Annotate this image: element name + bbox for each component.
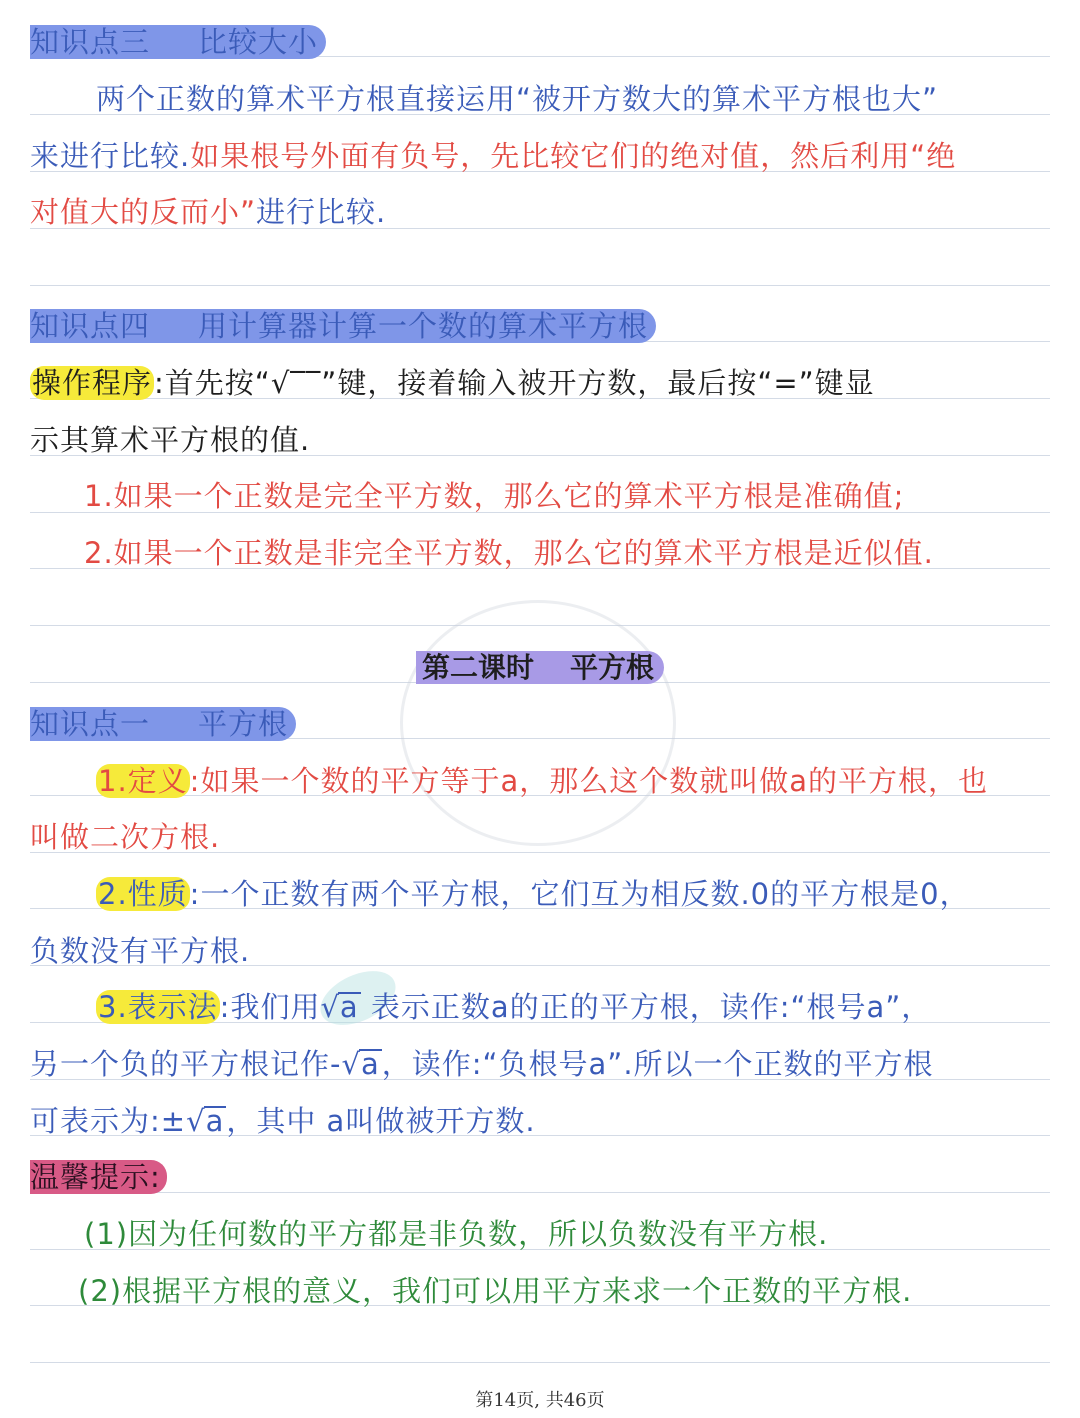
property-label: 2.性质 xyxy=(98,877,188,911)
radicand-a: a xyxy=(339,990,359,1024)
section1-heading-highlight xyxy=(30,707,296,741)
tip-heading xyxy=(30,1157,167,1197)
notation3-text-a: 可表示为:±√ xyxy=(30,1104,206,1138)
radicand-a: a xyxy=(360,1047,380,1081)
lesson2-title-b: 平方根 xyxy=(570,651,655,684)
lesson2-title-highlight xyxy=(416,651,664,684)
section4-op-line xyxy=(30,363,875,403)
notation-text-a: :我们用√ xyxy=(219,990,340,1024)
property-line xyxy=(96,874,970,914)
op-text-b: ”键，接着输入被开方数，最后按“=”键显 xyxy=(321,366,875,400)
section4-heading xyxy=(30,306,656,346)
property-line2: 负数没有平方根. xyxy=(30,934,251,968)
section3-line3-blue: 进行比较. xyxy=(256,195,387,229)
radicand-a: a xyxy=(205,1104,225,1138)
section3-line2 xyxy=(30,136,956,176)
section4-heading-label: 知识点四 xyxy=(30,309,151,343)
section4-heading-title: 用计算器计算一个数的算术平方根 xyxy=(198,309,649,343)
ruled-line xyxy=(30,1192,1050,1193)
section3-heading-highlight xyxy=(30,25,326,59)
notation-line xyxy=(96,987,931,1027)
tip-item1: (1)因为任何数的平方都是非负数，所以负数没有平方根. xyxy=(84,1217,829,1251)
page-footer: 第14页, 共46页 xyxy=(475,1390,605,1411)
notation3-text-b: ，其中 a叫做被开方数. xyxy=(226,1104,536,1138)
section1-heading xyxy=(30,704,296,744)
lesson2-title-a: 第二课时 xyxy=(421,651,534,684)
op-label: 操作程序 xyxy=(32,366,153,400)
tip-label: 温馨提示: xyxy=(30,1160,167,1194)
notation2-text-a: 另一个负的平方根记作-√ xyxy=(30,1047,361,1081)
notation-line2 xyxy=(30,1044,934,1084)
section4-op-line2: 示其算术平方根的值. xyxy=(30,423,311,457)
lesson2-title xyxy=(0,648,1080,688)
section1-heading-title: 平方根 xyxy=(198,707,289,741)
tip-item2: (2)根据平方根的意义，我们可以用平方来求一个正数的平方根. xyxy=(78,1274,913,1308)
property-text: :一个正数有两个平方根，它们互为相反数.0的平方根是0， xyxy=(189,877,970,911)
section3-line1: 两个正数的算术平方根直接运用“被开方数大的算术平方根也大” xyxy=(96,82,939,116)
ruled-line xyxy=(30,1362,1050,1363)
definition-line2: 叫做二次方根. xyxy=(30,820,221,854)
section3-heading-label: 知识点三 xyxy=(30,25,151,59)
definition-label: 1.定义 xyxy=(98,764,188,798)
op-text-a: :首先按“ xyxy=(154,366,271,400)
section3-heading xyxy=(30,22,326,62)
section4-item1: 1.如果一个正数是完全平方数，那么它的算术平方根是准确值; xyxy=(84,479,905,513)
notation-text-b: 表示正数a的正的平方根，读作:“根号a”， xyxy=(360,990,932,1024)
section4-item2: 2.如果一个正数是非完全平方数，那么它的算术平方根是近似值. xyxy=(84,536,934,570)
section3-line2-red: 如果根号外面有负号，先比较它们的绝对值，然后利用“绝 xyxy=(190,139,957,173)
section1-heading-label: 知识点一 xyxy=(30,707,151,741)
sqrt-key-symbol: √‾‾ xyxy=(270,366,322,400)
section3-line3 xyxy=(30,192,386,232)
definition-line xyxy=(96,761,988,801)
watermark-seal xyxy=(400,600,676,846)
notation-line3 xyxy=(30,1101,536,1141)
ruled-line xyxy=(30,285,1050,286)
notation2-text-b: ，读作:“负根号a”.所以一个正数的平方根 xyxy=(381,1047,934,1081)
section4-heading-highlight xyxy=(30,309,656,343)
section3-line3-red: 对值大的反而小” xyxy=(30,195,257,229)
section3-heading-title: 比较大小 xyxy=(198,25,319,59)
notation-label: 3.表示法 xyxy=(98,990,218,1024)
section3-line2-blue: 来进行比较. xyxy=(30,139,191,173)
definition-text: :如果一个数的平方等于a，那么这个数就叫做a的平方根，也 xyxy=(189,764,988,798)
